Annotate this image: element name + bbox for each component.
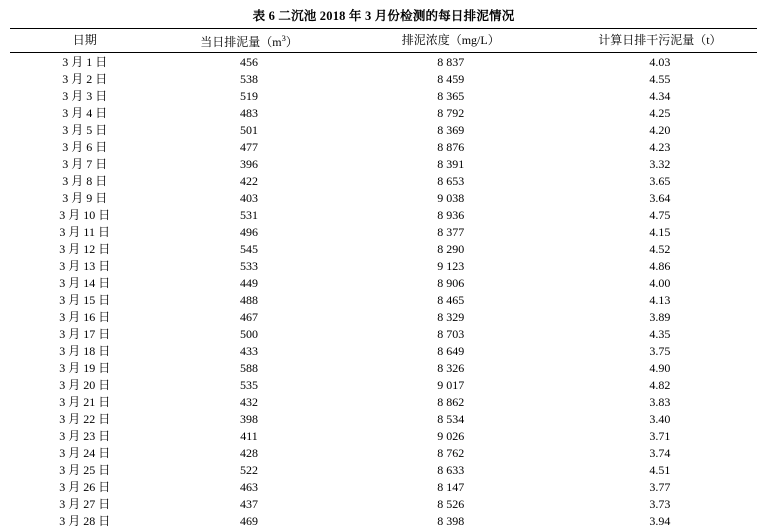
cell-date: 3 月 13 日 — [59, 258, 111, 273]
cell-dry-sludge: 4.25 — [649, 105, 671, 120]
cell-date: 3 月 12 日 — [59, 241, 111, 256]
cell-volume: 477 — [240, 139, 259, 154]
cell-concentration: 8 369 — [437, 122, 465, 137]
cell-date: 3 月 17 日 — [59, 326, 111, 341]
cell-volume: 533 — [240, 258, 259, 273]
cell-date: 3 月 27 日 — [59, 496, 111, 511]
cell-dry-sludge: 4.23 — [649, 139, 671, 154]
cell-concentration: 9 017 — [437, 377, 465, 392]
cell-dry-sludge: 4.35 — [649, 326, 671, 341]
cell-date: 3 月 24 日 — [59, 445, 111, 460]
cell-volume: 422 — [240, 173, 259, 188]
cell-concentration: 8 837 — [437, 54, 465, 69]
table-row — [10, 189, 757, 206]
table-row — [10, 359, 757, 376]
cell-volume: 456 — [240, 54, 259, 69]
column-header-dry-sludge: 计算日排干污泥量（t） — [563, 29, 757, 53]
cell-dry-sludge: 4.15 — [649, 224, 671, 239]
cell-dry-sludge: 3.94 — [649, 513, 671, 528]
table-row — [10, 53, 757, 71]
cell-date: 3 月 6 日 — [62, 139, 108, 154]
cell-volume: 496 — [240, 224, 259, 239]
cell-concentration: 9 038 — [437, 190, 465, 205]
cell-dry-sludge: 3.71 — [649, 428, 671, 443]
cell-volume: 522 — [240, 462, 259, 477]
table-header-row — [10, 29, 757, 53]
cell-volume: 531 — [240, 207, 259, 222]
cell-concentration: 8 465 — [437, 292, 465, 307]
cell-volume: 545 — [240, 241, 259, 256]
cell-dry-sludge: 3.74 — [649, 445, 671, 460]
cell-volume: 535 — [240, 377, 259, 392]
table-row — [10, 155, 757, 172]
table-row — [10, 206, 757, 223]
cell-concentration: 8 653 — [437, 173, 465, 188]
table-row — [10, 274, 757, 291]
table-caption: 表 6 二沉池 2018 年 3 月份检测的每日排泥情况 — [252, 9, 515, 23]
cell-date: 3 月 16 日 — [59, 309, 111, 324]
cell-volume: 428 — [240, 445, 259, 460]
cell-concentration: 8 398 — [437, 513, 465, 528]
table-row — [10, 257, 757, 274]
cell-dry-sludge: 4.03 — [649, 54, 671, 69]
table-row — [10, 512, 757, 529]
table-row — [10, 342, 757, 359]
cell-date: 3 月 20 日 — [59, 377, 111, 392]
table-row — [10, 138, 757, 155]
cell-concentration: 8 526 — [437, 496, 465, 511]
cell-dry-sludge: 3.77 — [649, 479, 671, 494]
column-header-volume-superscript: 3 — [281, 33, 286, 43]
cell-concentration: 8 147 — [437, 479, 465, 494]
cell-date: 3 月 22 日 — [59, 411, 111, 426]
table-row — [10, 87, 757, 104]
column-header-volume — [159, 29, 338, 53]
cell-date: 3 月 25 日 — [59, 462, 111, 477]
cell-date: 3 月 2 日 — [62, 71, 108, 86]
cell-dry-sludge: 3.83 — [649, 394, 671, 409]
cell-date: 3 月 4 日 — [62, 105, 108, 120]
cell-concentration: 8 329 — [437, 309, 465, 324]
cell-concentration: 8 326 — [437, 360, 465, 375]
cell-concentration: 9 026 — [437, 428, 465, 443]
cell-concentration: 8 633 — [437, 462, 465, 477]
cell-concentration: 8 377 — [437, 224, 465, 239]
cell-dry-sludge: 4.55 — [649, 71, 671, 86]
cell-date: 3 月 8 日 — [62, 173, 108, 188]
cell-concentration: 8 792 — [437, 105, 465, 120]
cell-date: 3 月 15 日 — [59, 292, 111, 307]
table-row — [10, 104, 757, 121]
table-header — [10, 29, 757, 53]
cell-date: 3 月 26 日 — [59, 479, 111, 494]
column-header-volume-tail: ） — [285, 35, 298, 49]
cell-volume: 488 — [240, 292, 259, 307]
cell-volume: 467 — [240, 309, 259, 324]
cell-dry-sludge: 3.32 — [649, 156, 671, 171]
cell-concentration: 9 123 — [437, 258, 465, 273]
column-header-date: 日期 — [10, 29, 159, 53]
cell-dry-sludge: 4.34 — [649, 88, 671, 103]
cell-dry-sludge: 4.75 — [649, 207, 671, 222]
table-row — [10, 70, 757, 87]
table-row — [10, 427, 757, 444]
table-row — [10, 325, 757, 342]
cell-dry-sludge: 4.13 — [649, 292, 671, 307]
cell-date: 3 月 11 日 — [59, 224, 110, 239]
cell-volume: 398 — [240, 411, 259, 426]
cell-dry-sludge: 3.64 — [649, 190, 671, 205]
cell-concentration: 8 649 — [437, 343, 465, 358]
cell-date: 3 月 10 日 — [59, 207, 111, 222]
cell-concentration: 8 290 — [437, 241, 465, 256]
column-header-volume-text: 当日排泥量（m — [200, 35, 282, 49]
table-row — [10, 461, 757, 478]
cell-dry-sludge: 4.51 — [649, 462, 671, 477]
cell-date: 3 月 23 日 — [59, 428, 111, 443]
cell-volume: 396 — [240, 156, 259, 171]
cell-volume: 483 — [240, 105, 259, 120]
cell-concentration: 8 936 — [437, 207, 465, 222]
column-header-concentration: 排泥浓度（mg/L） — [339, 29, 563, 53]
cell-volume: 463 — [240, 479, 259, 494]
table-row — [10, 410, 757, 427]
table-row — [10, 393, 757, 410]
cell-concentration: 8 876 — [437, 139, 465, 154]
table-row — [10, 121, 757, 138]
cell-volume: 538 — [240, 71, 259, 86]
cell-date: 3 月 28 日 — [59, 513, 111, 528]
cell-concentration: 8 391 — [437, 156, 465, 171]
cell-dry-sludge: 3.75 — [649, 343, 671, 358]
cell-volume: 500 — [240, 326, 259, 341]
cell-dry-sludge: 3.89 — [649, 309, 671, 324]
cell-concentration: 8 534 — [437, 411, 465, 426]
cell-dry-sludge: 4.86 — [649, 258, 671, 273]
table-row — [10, 172, 757, 189]
cell-date: 3 月 19 日 — [59, 360, 111, 375]
table-row — [10, 495, 757, 512]
cell-concentration: 8 762 — [437, 445, 465, 460]
cell-concentration: 8 703 — [437, 326, 465, 341]
cell-dry-sludge: 3.65 — [649, 173, 671, 188]
cell-volume: 501 — [240, 122, 259, 137]
cell-concentration: 8 906 — [437, 275, 465, 290]
cell-date: 3 月 5 日 — [62, 122, 108, 137]
cell-dry-sludge: 4.00 — [649, 275, 671, 290]
table-row — [10, 376, 757, 393]
table-row — [10, 308, 757, 325]
cell-volume: 437 — [240, 496, 259, 511]
sludge-discharge-table — [10, 28, 757, 529]
cell-date: 3 月 3 日 — [62, 88, 108, 103]
cell-concentration: 8 365 — [437, 88, 465, 103]
cell-dry-sludge: 4.52 — [649, 241, 671, 256]
cell-date: 3 月 14 日 — [59, 275, 111, 290]
cell-volume: 469 — [240, 513, 259, 528]
cell-dry-sludge: 4.90 — [649, 360, 671, 375]
cell-date: 3 月 18 日 — [59, 343, 111, 358]
cell-date: 3 月 1 日 — [62, 54, 108, 69]
cell-dry-sludge: 4.82 — [649, 377, 671, 392]
cell-concentration: 8 862 — [437, 394, 465, 409]
table-row — [10, 223, 757, 240]
cell-volume: 411 — [240, 428, 258, 443]
cell-date: 3 月 7 日 — [62, 156, 108, 171]
cell-date: 3 月 21 日 — [59, 394, 111, 409]
table-row — [10, 444, 757, 461]
cell-volume: 519 — [240, 88, 259, 103]
cell-volume: 433 — [240, 343, 259, 358]
table-row — [10, 478, 757, 495]
cell-concentration: 8 459 — [437, 71, 465, 86]
cell-volume: 449 — [240, 275, 259, 290]
cell-volume: 403 — [240, 190, 259, 205]
cell-volume: 432 — [240, 394, 259, 409]
cell-date: 3 月 9 日 — [62, 190, 108, 205]
table-row — [10, 291, 757, 308]
cell-dry-sludge: 3.40 — [649, 411, 671, 426]
table-body — [10, 53, 757, 530]
cell-volume: 588 — [240, 360, 259, 375]
table-row — [10, 240, 757, 257]
cell-dry-sludge: 4.20 — [649, 122, 671, 137]
cell-dry-sludge: 3.73 — [649, 496, 671, 511]
